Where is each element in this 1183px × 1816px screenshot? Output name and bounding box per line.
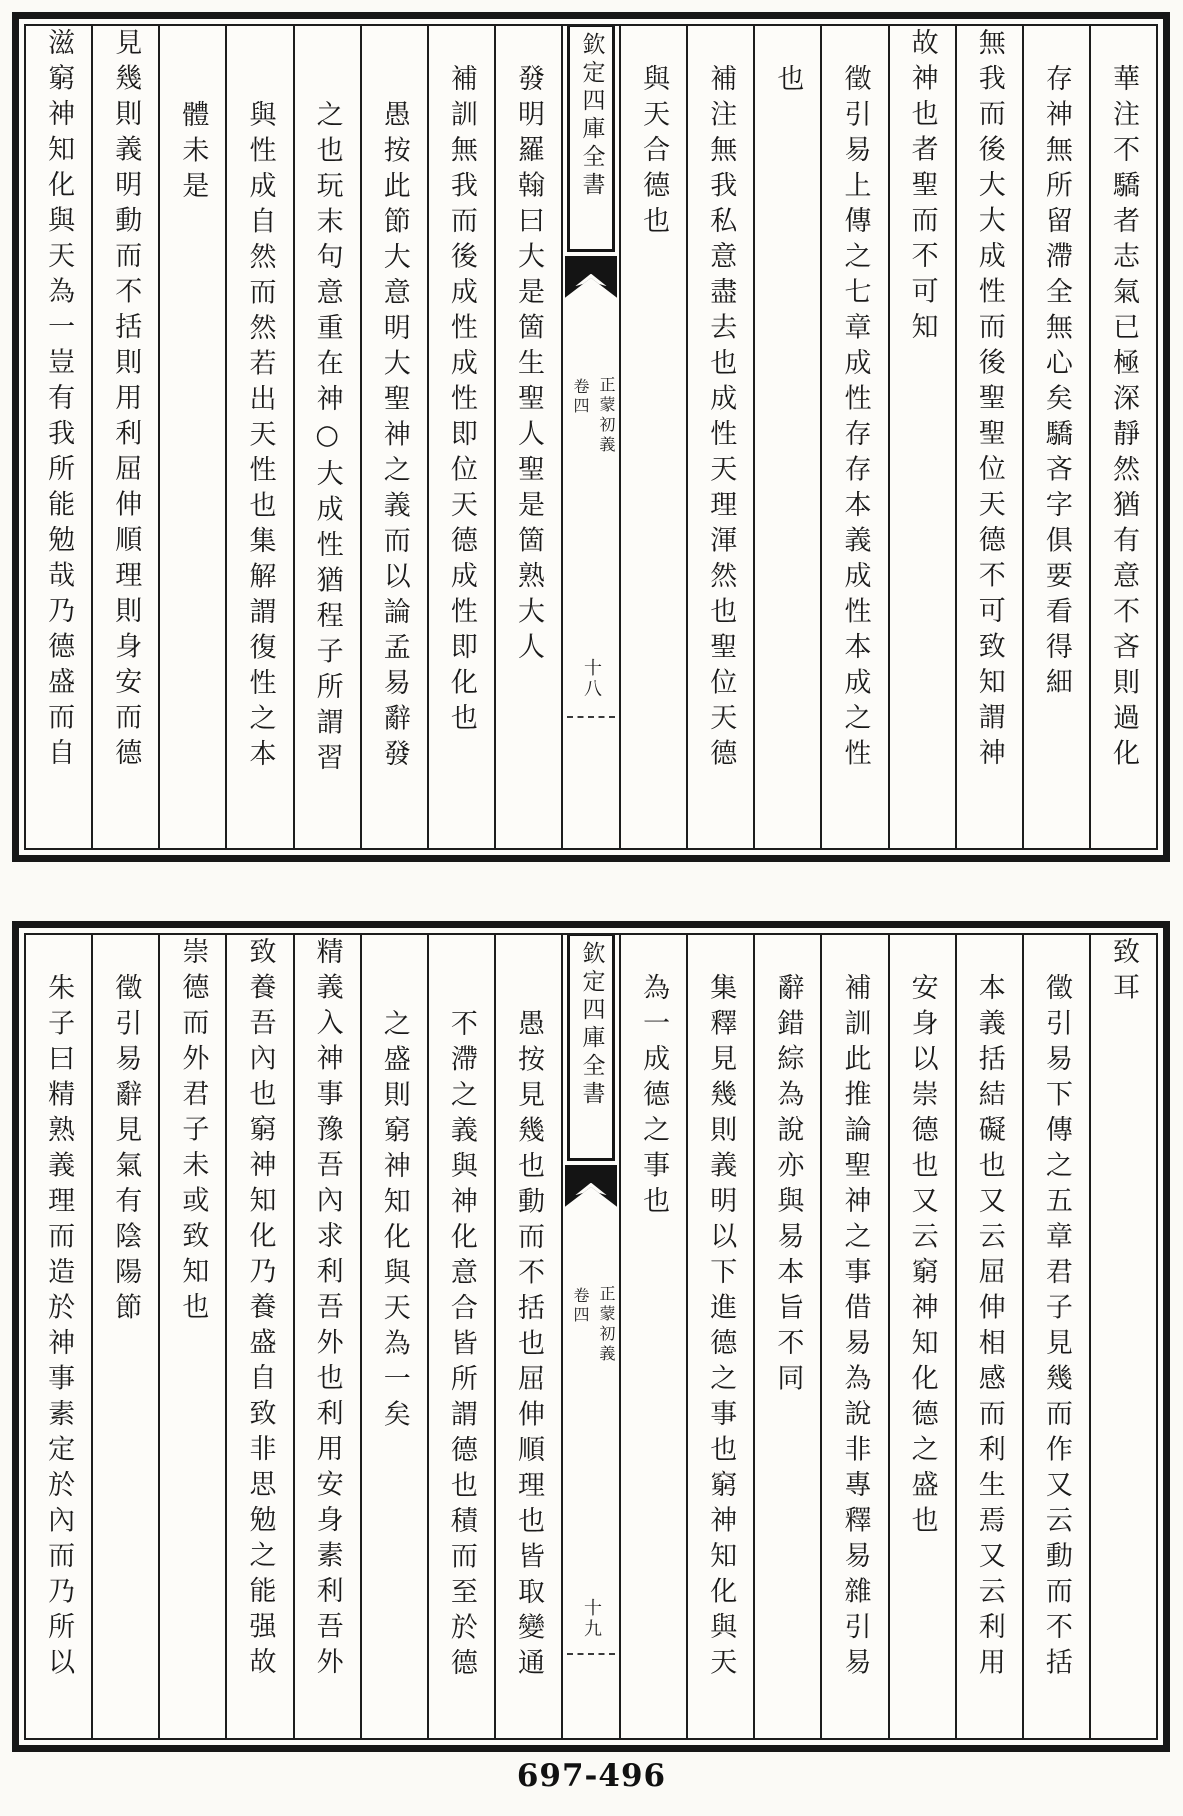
text-column [1089, 26, 1156, 848]
siku-header-box [567, 26, 615, 252]
column-text: 徵引易上傳之七章成性存存本義成性本成之性 [839, 64, 871, 774]
column-text: 致耳 [1108, 937, 1140, 1008]
text-column [427, 26, 494, 848]
column-text: 無我而後大大成性而後聖聖位天德不可致知謂神 [973, 28, 1005, 774]
column-text: 徵引易下傳之五章君子見幾而作又云動而不括 [1040, 973, 1072, 1683]
column-text: 之盛則窮神知化與天為一矣 [378, 1009, 410, 1435]
text-column [1089, 935, 1156, 1738]
column-text: 體未是 [177, 100, 209, 207]
folio-divider-rule [567, 1653, 614, 1655]
siku-header-box [567, 935, 615, 1161]
banxin-center-column [561, 26, 619, 848]
text-column [888, 26, 955, 848]
page-block-top [12, 12, 1170, 862]
text-column [360, 26, 427, 848]
text-column [1022, 26, 1089, 848]
column-text: 致養吾內也窮神知化乃養盛自致非思勉之能强故 [244, 937, 276, 1683]
plate-number-label: 697-496 [516, 1758, 667, 1794]
siku-header-text: 欽定四庫全書 [578, 32, 605, 200]
text-column [293, 26, 360, 848]
text-column [225, 935, 292, 1738]
column-text: 為一成德之事也 [638, 973, 670, 1222]
text-column [1022, 935, 1089, 1738]
text-column [293, 935, 360, 1738]
chapter-label: 卷四 [571, 1287, 590, 1325]
folio-divider-rule [567, 716, 614, 718]
column-text: 故神也者聖而不可知 [906, 28, 938, 348]
column-text: 之也玩末句意重在神○大成性猶程子所謂習 [311, 100, 343, 779]
column-text: 滋窮神知化與天為一豈有我所能勉哉乃德盛而自 [43, 28, 75, 774]
column-text: 補注無我私意盡去也成性天理渾然也聖位天德 [705, 64, 737, 774]
text-column [955, 26, 1022, 848]
text-column [494, 935, 561, 1738]
fishtail-ornament-icon [565, 256, 618, 298]
column-text: 與性成自然而然若出天性也集解謂復性之本 [244, 100, 276, 775]
page-frame [24, 933, 1158, 1740]
column-text: 精義入神事豫吾內求利吾外也利用安身素利吾外 [311, 937, 343, 1683]
column-text: 愚按此節大意明大聖神之義而以論孟易辭發 [378, 100, 410, 775]
text-column [686, 26, 753, 848]
text-column [820, 26, 887, 848]
column-text: 華注不驕者志氣已極深靜然猶有意不吝則過化 [1108, 64, 1140, 774]
text-column [427, 935, 494, 1738]
column-text: 補訓無我而後成性成性即位天德成性即化也 [445, 64, 477, 739]
text-column [619, 935, 686, 1738]
book-title: 正蒙初義 [597, 376, 616, 456]
text-column [158, 26, 225, 848]
column-text: 存神無所留滯全無心矣驕吝字俱要看得細 [1040, 64, 1072, 703]
text-column [753, 935, 820, 1738]
folio-number: 十八 [581, 658, 602, 700]
text-column [619, 26, 686, 848]
column-text: 愚按見幾也動而不括也屈伸順理也皆取變通 [513, 1009, 545, 1684]
column-text: 不滯之義與神化意合皆所謂德也積而至於德 [445, 1009, 477, 1684]
text-column [26, 935, 91, 1738]
text-column [888, 935, 955, 1738]
text-column [91, 26, 158, 848]
page-frame [24, 24, 1158, 850]
text-column [225, 26, 292, 848]
text-column [26, 26, 91, 848]
banxin-center-column [561, 935, 619, 1738]
page-block-bottom [12, 921, 1170, 1752]
column-text: 集釋見幾則義明以下進德之事也窮神知化與天 [705, 973, 737, 1683]
column-text: 本義括結礙也又云屈伸相感而利生焉又云利用 [973, 973, 1005, 1683]
column-text: 與天合德也 [638, 64, 670, 242]
column-text: 也 [772, 64, 804, 100]
fishtail-ornament-icon [565, 1165, 618, 1207]
text-column [686, 935, 753, 1738]
chapter-label: 卷四 [571, 378, 590, 416]
column-text: 發明羅翰曰大是箇生聖人聖是箇熟大人 [513, 64, 545, 668]
column-text: 徵引易辭見氣有陰陽節 [110, 973, 142, 1328]
column-text: 辭錯綜為說亦與易本旨不同 [772, 973, 804, 1399]
column-text: 見幾則義明動而不括則用利屈伸順理則身安而德 [110, 28, 142, 774]
siku-header-text: 欽定四庫全書 [578, 941, 605, 1109]
column-text: 補訓此推論聖神之事借易為說非專釋易雜引易 [839, 973, 871, 1683]
text-column [753, 26, 820, 848]
column-text: 安身以崇德也又云窮神知化德之盛也 [906, 973, 938, 1541]
text-column [158, 935, 225, 1738]
book-title: 正蒙初義 [597, 1285, 616, 1365]
text-column [360, 935, 427, 1738]
text-column [494, 26, 561, 848]
folio-number: 十九 [581, 1598, 602, 1640]
column-text: 崇德而外君子未或致知也 [177, 937, 209, 1328]
column-text: 朱子曰精熟義理而造於神事素定於內而乃所以 [43, 973, 75, 1683]
text-column [91, 935, 158, 1738]
text-column [955, 935, 1022, 1738]
text-column [820, 935, 887, 1738]
